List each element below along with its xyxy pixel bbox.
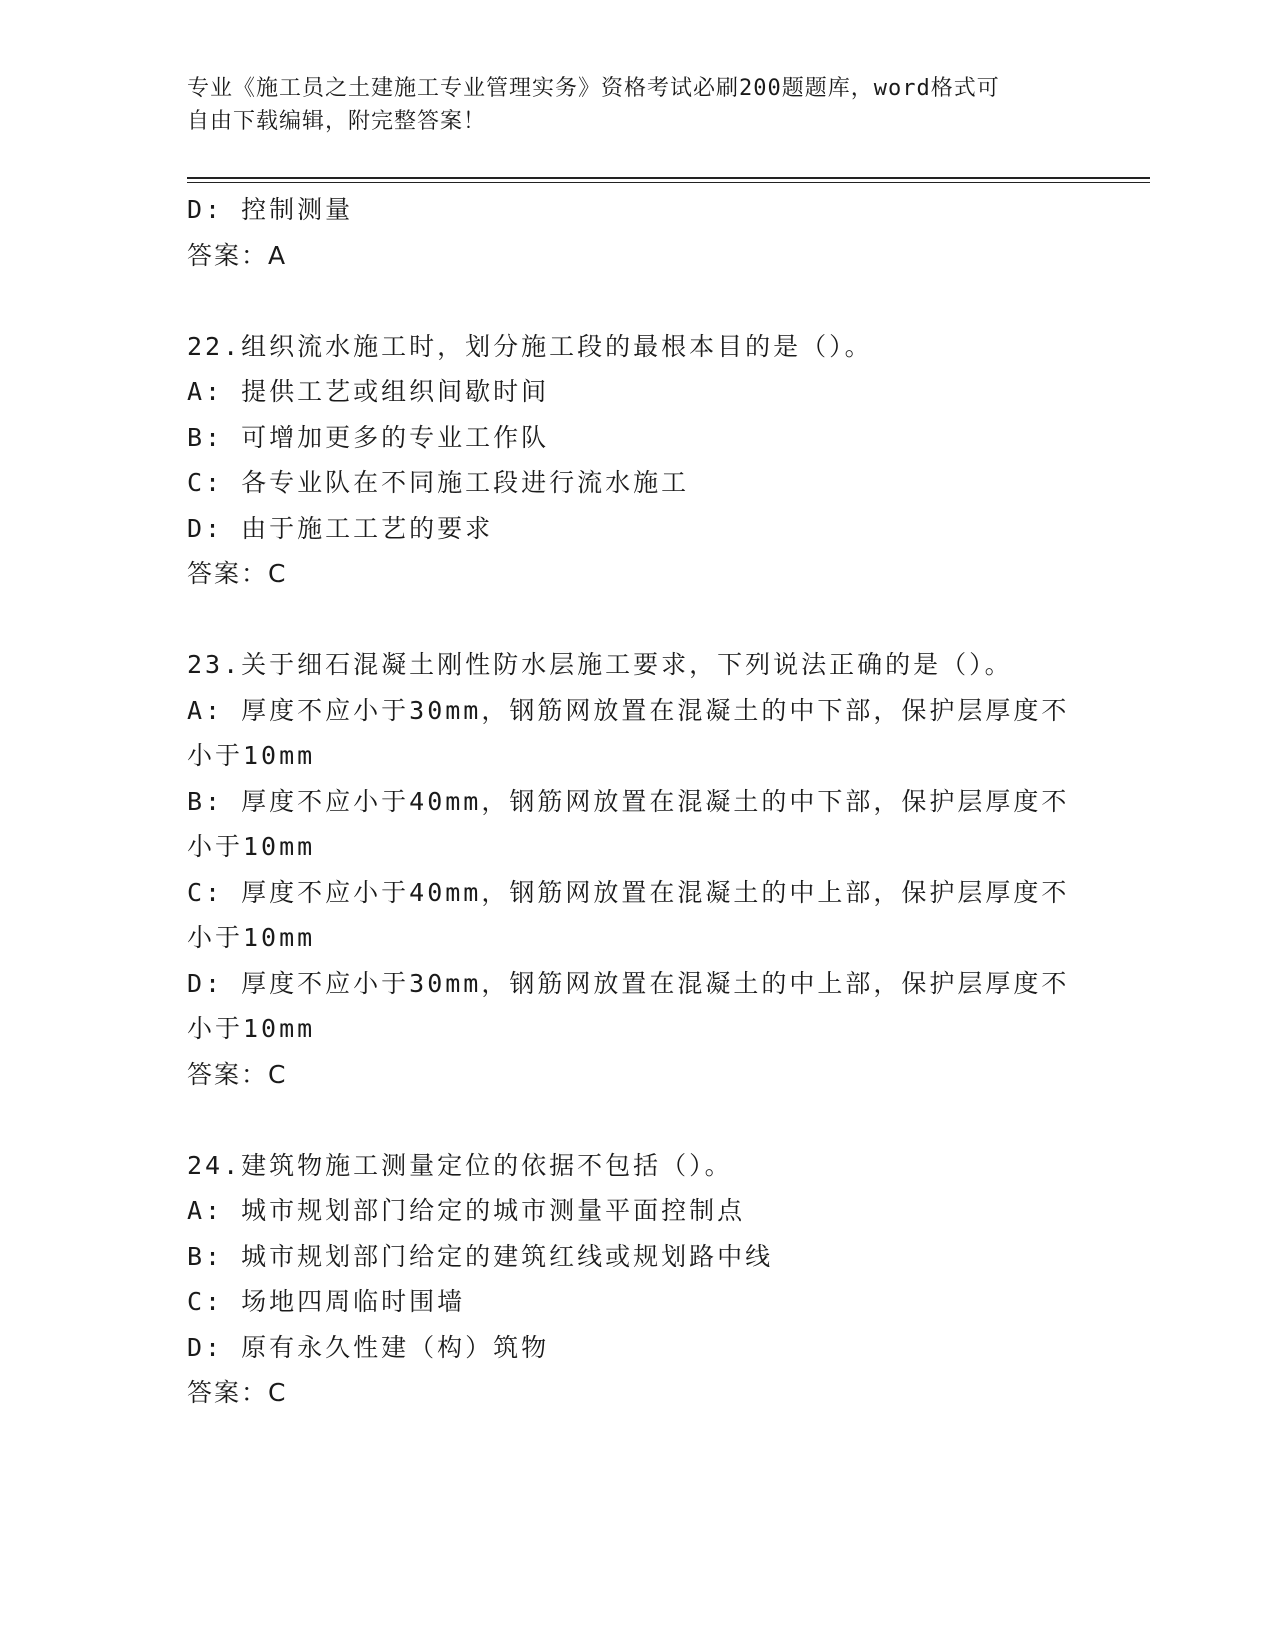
answer: 答案：C [187,559,288,588]
question-content [187,187,1087,1416]
option-a: A: 提供工艺或组织间歇时间 [187,377,550,406]
spacer [187,278,1087,324]
prev-answer: 答案：A [187,240,288,270]
option-d: D: 由于施工工艺的要求 [187,513,494,543]
header-title-line-2: 自由下载编辑，附完整答案！ [187,109,487,134]
answer: 答案：C [187,1378,288,1407]
option-c: C: 场地四周临时围墙 [187,1287,466,1316]
prev-option-d: D: 控制测量 [187,195,354,224]
option-b: B: 厚度不应小于40mm，钢筋网放置在混凝土的中下部，保护层厚度不 [187,786,1070,816]
question-22 [187,324,1087,597]
question-23 [187,642,1087,1097]
option-d-continued: 小于10mm [187,1014,316,1043]
option-a: A: 城市规划部门给定的城市测量平面控制点 [187,1196,746,1225]
option-c: C: 厚度不应小于40mm，钢筋网放置在混凝土的中上部，保护层厚度不 [187,877,1070,907]
option-d: D: 厚度不应小于30mm，钢筋网放置在混凝土的中上部，保护层厚度不 [187,968,1070,998]
answer: 答案：C [187,1059,288,1089]
option-a-continued: 小于10mm [187,741,316,770]
question-stem: 22.组织流水施工时，划分施工段的最根本目的是（）。 [187,331,873,361]
question-24 [187,1143,1087,1416]
spacer [187,1097,1087,1143]
option-b: B: 城市规划部门给定的建筑红线或规划路中线 [187,1241,774,1271]
spacer [187,597,1087,643]
question-stem: 23.关于细石混凝土刚性防水层施工要求，下列说法正确的是（）。 [187,650,1013,679]
option-d: D: 原有永久性建（构）筑物 [187,1332,550,1362]
header-divider [187,177,1150,183]
document-header [187,72,1067,138]
question-stem: 24.建筑物施工测量定位的依据不包括（）。 [187,1150,733,1180]
header-title-line-1: 专业《施工员之土建施工专业管理实务》资格考试必刷200题题库，word格式可 [187,76,1000,101]
option-a: A: 厚度不应小于30mm，钢筋网放置在混凝土的中下部，保护层厚度不 [187,695,1070,725]
option-c: C: 各专业队在不同施工段进行流水施工 [187,468,690,497]
option-b: B: 可增加更多的专业工作队 [187,422,550,452]
option-b-continued: 小于10mm [187,832,316,861]
option-c-continued: 小于10mm [187,923,316,952]
